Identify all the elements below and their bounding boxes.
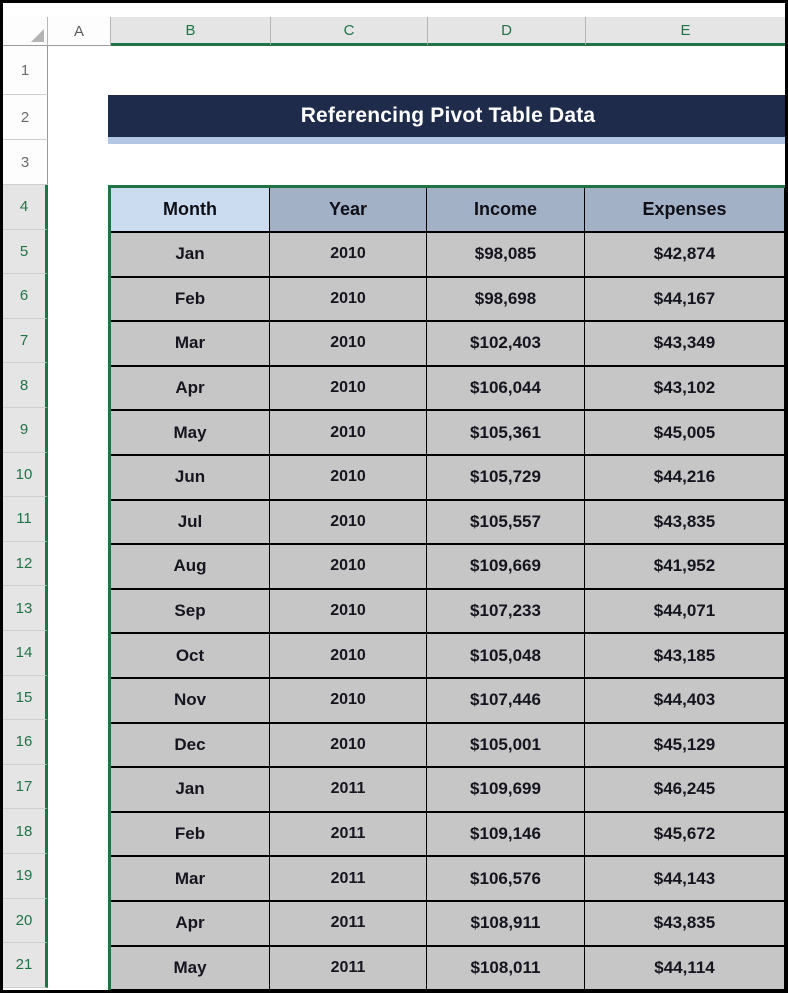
cell-month-row8[interactable]: Apr (111, 367, 270, 412)
cell-income-row7[interactable]: $102,403 (427, 322, 585, 367)
cell-expenses-row7[interactable]: $43,349 (585, 322, 785, 367)
cell-expenses-row19[interactable]: $44,143 (585, 857, 785, 902)
cell-income-row14[interactable]: $105,048 (427, 634, 585, 679)
row-header-18[interactable]: 18 (3, 809, 48, 854)
cell-month-row6[interactable]: Feb (111, 278, 270, 323)
cell-expenses-row9[interactable]: $45,005 (585, 411, 785, 456)
select-all-corner[interactable] (3, 17, 48, 46)
column-header-row (3, 17, 785, 46)
cell-expenses-row13[interactable]: $44,071 (585, 590, 785, 635)
cell-month-row12[interactable]: Aug (111, 545, 270, 590)
cell-year-row7[interactable]: 2010 (270, 322, 427, 367)
cell-expenses-row15[interactable]: $44,403 (585, 679, 785, 724)
cell-expenses-row18[interactable]: $45,672 (585, 813, 785, 858)
row-header-12[interactable]: 12 (3, 542, 48, 587)
cell-expenses-row21[interactable]: $44,114 (585, 947, 785, 992)
table-header-year[interactable]: Year (270, 188, 427, 233)
row-header-11[interactable]: 11 (3, 497, 48, 542)
cell-income-row8[interactable]: $106,044 (427, 367, 585, 412)
cell-month-row15[interactable]: Nov (111, 679, 270, 724)
column-header-E[interactable]: E (586, 17, 785, 46)
cell-year-row15[interactable]: 2010 (270, 679, 427, 724)
row-header-19[interactable]: 19 (3, 854, 48, 899)
cell-month-row19[interactable]: Mar (111, 857, 270, 902)
table-header-income[interactable]: Income (427, 188, 585, 233)
cell-year-row6[interactable]: 2010 (270, 278, 427, 323)
row-header-5[interactable]: 5 (3, 230, 48, 275)
cell-year-row18[interactable]: 2011 (270, 813, 427, 858)
cell-month-row17[interactable]: Jan (111, 768, 270, 813)
cell-month-row9[interactable]: May (111, 411, 270, 456)
cell-income-row16[interactable]: $105,001 (427, 724, 585, 769)
cell-income-row5[interactable]: $98,085 (427, 233, 585, 278)
cell-month-row20[interactable]: Apr (111, 902, 270, 947)
cell-month-row16[interactable]: Dec (111, 724, 270, 769)
row-header-4[interactable]: 4 (3, 185, 48, 230)
cell-expenses-row17[interactable]: $46,245 (585, 768, 785, 813)
column-header-A[interactable]: A (48, 17, 111, 46)
cell-expenses-row11[interactable]: $43,835 (585, 501, 785, 546)
cell-income-row13[interactable]: $107,233 (427, 590, 585, 635)
cell-year-row19[interactable]: 2011 (270, 857, 427, 902)
cell-income-row12[interactable]: $109,669 (427, 545, 585, 590)
cell-year-row21[interactable]: 2011 (270, 947, 427, 992)
cell-expenses-row6[interactable]: $44,167 (585, 278, 785, 323)
cell-year-row16[interactable]: 2010 (270, 724, 427, 769)
cell-month-row13[interactable]: Sep (111, 590, 270, 635)
cell-income-row20[interactable]: $108,911 (427, 902, 585, 947)
cell-income-row21[interactable]: $108,011 (427, 947, 585, 992)
row-header-2[interactable]: 2 (3, 95, 48, 140)
cell-month-row18[interactable]: Feb (111, 813, 270, 858)
select-all-triangle-icon (31, 29, 44, 42)
cell-expenses-row20[interactable]: $43,835 (585, 902, 785, 947)
row-header-17[interactable]: 17 (3, 765, 48, 810)
cell-year-row9[interactable]: 2010 (270, 411, 427, 456)
row-header-9[interactable]: 9 (3, 408, 48, 453)
cell-year-row14[interactable]: 2010 (270, 634, 427, 679)
cell-expenses-row8[interactable]: $43,102 (585, 367, 785, 412)
cell-month-row14[interactable]: Oct (111, 634, 270, 679)
data-table (108, 185, 788, 993)
row-header-13[interactable]: 13 (3, 586, 48, 631)
cell-income-row17[interactable]: $109,699 (427, 768, 585, 813)
cell-year-row12[interactable]: 2010 (270, 545, 427, 590)
cell-year-row13[interactable]: 2010 (270, 590, 427, 635)
cell-year-row11[interactable]: 2010 (270, 501, 427, 546)
cell-expenses-row14[interactable]: $43,185 (585, 634, 785, 679)
cell-year-row8[interactable]: 2010 (270, 367, 427, 412)
title-banner-text: Referencing Pivot Table Data (300, 104, 596, 127)
row-header-20[interactable]: 20 (3, 899, 48, 944)
column-header-D[interactable]: D (428, 17, 586, 46)
title-banner-cell[interactable] (108, 95, 788, 137)
cell-year-row5[interactable]: 2010 (270, 233, 427, 278)
row-header-6[interactable]: 6 (3, 274, 48, 319)
row-header-1[interactable]: 1 (3, 46, 48, 95)
cell-month-row7[interactable]: Mar (111, 322, 270, 367)
row-header-10[interactable]: 10 (3, 453, 48, 498)
table-header-month[interactable]: Month (111, 188, 270, 233)
cell-income-row18[interactable]: $109,146 (427, 813, 585, 858)
cell-income-row10[interactable]: $105,729 (427, 456, 585, 501)
row-header-column (3, 46, 48, 988)
cell-income-row6[interactable]: $98,698 (427, 278, 585, 323)
table-header-expenses[interactable]: Expenses (585, 188, 785, 233)
row-header-14[interactable]: 14 (3, 631, 48, 676)
cell-year-row10[interactable]: 2010 (270, 456, 427, 501)
title-underline-bar (108, 137, 788, 144)
cell-income-row9[interactable]: $105,361 (427, 411, 585, 456)
cell-expenses-row5[interactable]: $42,874 (585, 233, 785, 278)
cell-month-row10[interactable]: Jun (111, 456, 270, 501)
cell-year-row20[interactable]: 2011 (270, 902, 427, 947)
row-header-7[interactable]: 7 (3, 319, 48, 364)
column-header-C[interactable]: C (271, 17, 428, 46)
cell-expenses-row10[interactable]: $44,216 (585, 456, 785, 501)
cell-year-row17[interactable]: 2011 (270, 768, 427, 813)
cell-month-row21[interactable]: May (111, 947, 270, 992)
row-header-8[interactable]: 8 (3, 363, 48, 408)
cell-income-row11[interactable]: $105,557 (427, 501, 585, 546)
row-header-16[interactable]: 16 (3, 720, 48, 765)
column-header-B[interactable]: B (111, 17, 271, 46)
cell-income-row15[interactable]: $107,446 (427, 679, 585, 724)
row-header-21[interactable]: 21 (3, 943, 48, 988)
cell-expenses-row12[interactable]: $41,952 (585, 545, 785, 590)
cell-expenses-row16[interactable]: $45,129 (585, 724, 785, 769)
row-header-15[interactable]: 15 (3, 676, 48, 721)
row-header-3[interactable]: 3 (3, 140, 48, 185)
cell-income-row19[interactable]: $106,576 (427, 857, 585, 902)
cell-month-row5[interactable]: Jan (111, 233, 270, 278)
cell-month-row11[interactable]: Jul (111, 501, 270, 546)
